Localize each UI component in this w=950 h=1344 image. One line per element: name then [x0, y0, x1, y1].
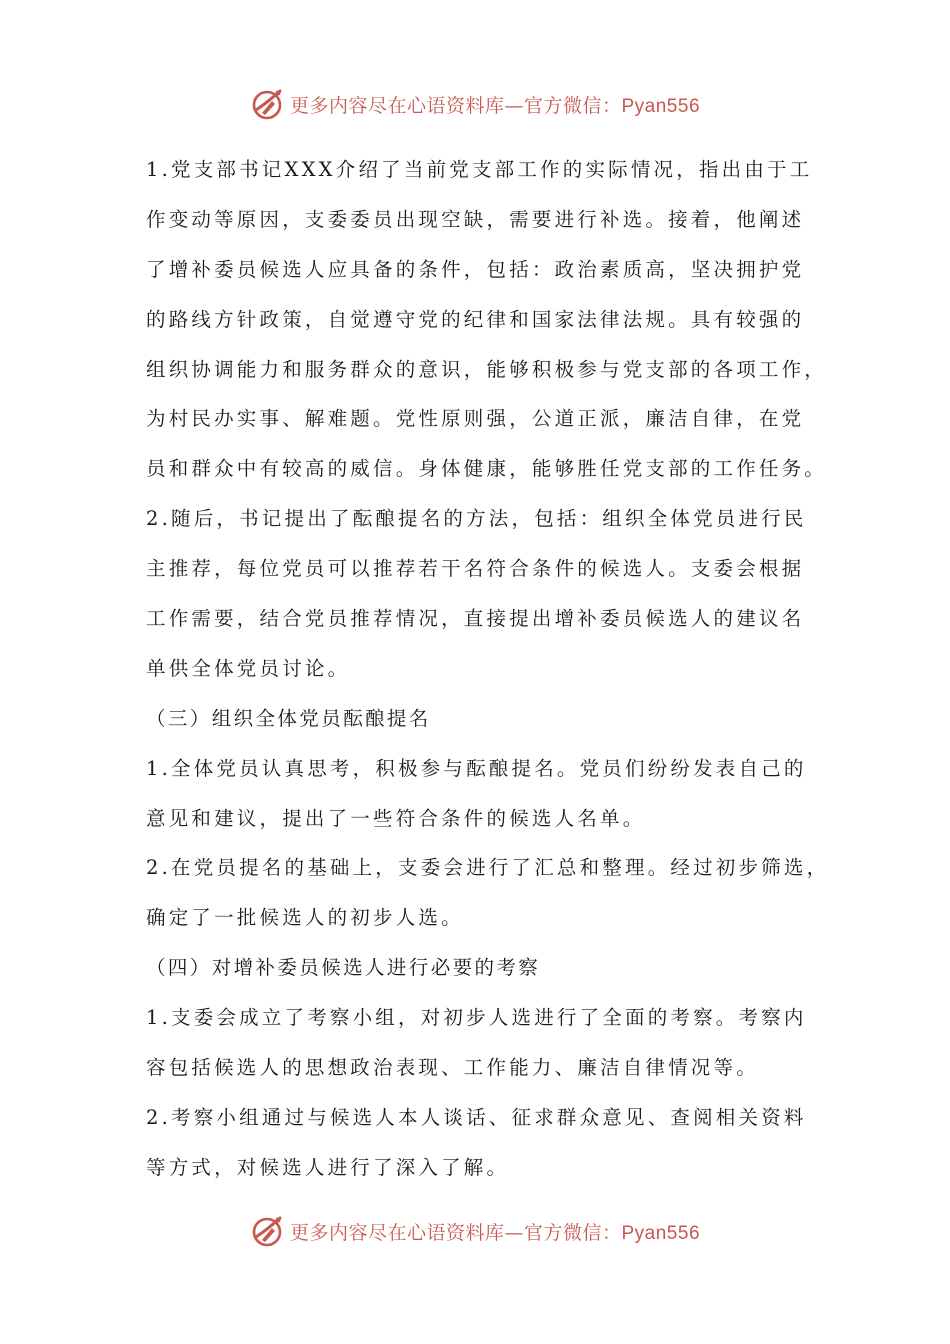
text-line: 组织协调能力和服务群众的意识，能够积极参与党支部的各项工作，: [146, 357, 828, 381]
text-line: 单供全体党员讨论。: [146, 656, 351, 680]
header-wechat-id: Pyan556: [621, 95, 701, 117]
header-banner-text: 更多内容尽在心语资料库—官方微信：: [289, 94, 622, 117]
text-line: 意见和建议，提出了一些符合条件的候选人名单。: [146, 806, 646, 830]
section-heading: （四）对增补委员候选人进行必要的考察: [146, 956, 541, 980]
text-line: 1.支委会成立了考察小组，对初步人选进行了全面的考察。考察内: [146, 1006, 807, 1030]
footer-watermark-banner: [0, 1209, 950, 1253]
text-line: 作变动等原因，支委委员出现空缺，需要进行补选。接着，他阐述: [146, 207, 805, 231]
text-line: 1.全体党员认真思考，积极参与酝酿提名。党员们纷纷发表自己的: [146, 756, 807, 780]
text-line: 确定了一批候选人的初步人选。: [146, 906, 464, 930]
text-line: 1.党支部书记XXX介绍了当前党支部工作的实际情况，指出由于工: [146, 158, 813, 181]
text-line: 的路线方针政策，自觉遵守党的纪律和国家法律法规。具有较强的: [146, 307, 805, 331]
footer-wechat-id: Pyan556: [621, 1222, 701, 1244]
text-line: 员和群众中有较高的威信。身体健康，能够胜任党支部的工作任务。: [146, 457, 828, 481]
text-line: 2.随后，书记提出了酝酿提名的方法，包括：组织全体党员进行民: [146, 507, 807, 531]
footer-banner-text: 更多内容尽在心语资料库—官方微信：: [289, 1221, 622, 1244]
text-line: 2.在党员提名的基础上，支委会进行了汇总和整理。经过初步筛选，: [146, 856, 830, 880]
text-line: 2.考察小组通过与候选人本人谈话、征求群众意见、查阅相关资料: [146, 1105, 807, 1129]
text-line: 主推荐，每位党员可以推荐若干名符合条件的候选人。支委会根据: [146, 557, 805, 581]
section-heading: （三）组织全体党员酝酿提名: [146, 706, 431, 730]
text-line: 容包括候选人的思想政治表现、工作能力、廉洁自律情况等。: [146, 1056, 759, 1080]
text-line: 为村民办实事、解难题。党性原则强，公道正派，廉洁自律，在党: [146, 407, 805, 431]
document-body: [146, 145, 830, 1193]
text-line: 等方式，对候选人进行了深入了解。: [146, 1155, 510, 1179]
text-line: 工作需要，结合党员推荐情况，直接提出增补委员候选人的建议名: [146, 607, 805, 631]
pen-seal-icon: [250, 1213, 286, 1249]
header-watermark-banner: [0, 82, 950, 126]
pen-seal-icon: [250, 86, 286, 122]
text-line: 了增补委员候选人应具备的条件，包括：政治素质高，坚决拥护党: [146, 257, 805, 281]
